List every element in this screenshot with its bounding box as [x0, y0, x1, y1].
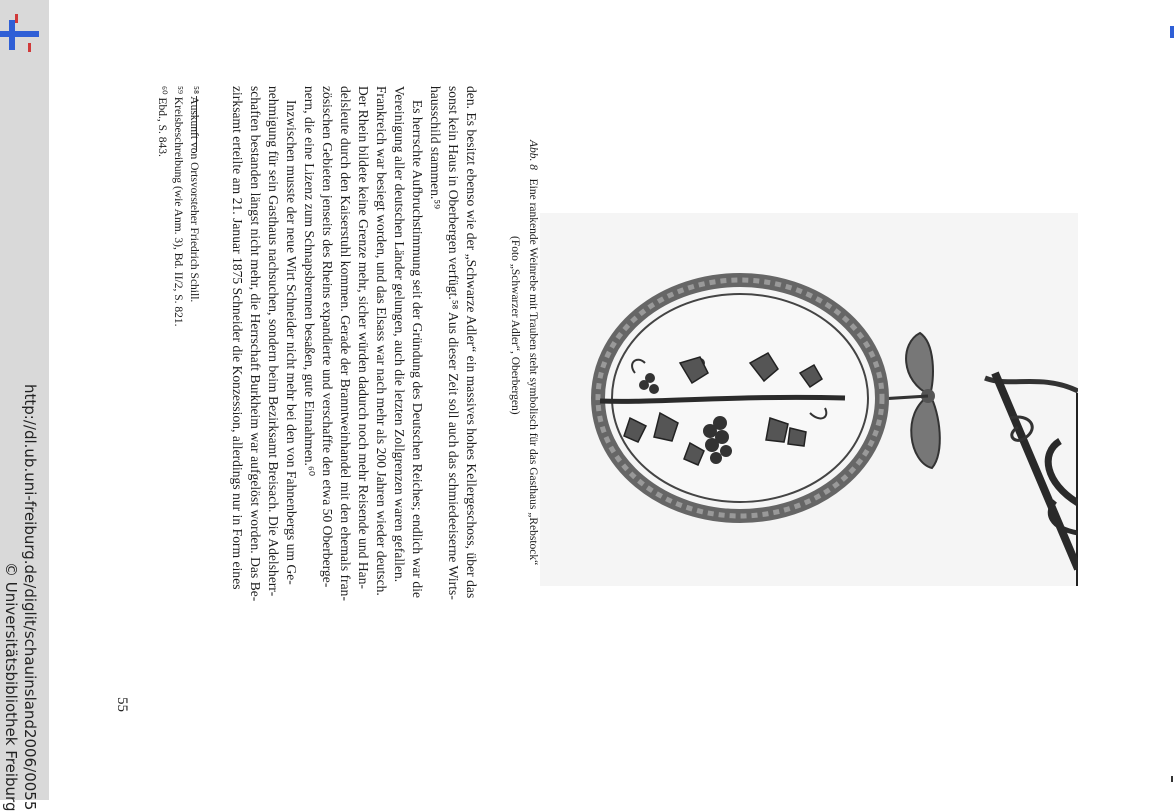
figure-caption-line2: (Foto „Schwarzer Adler“, Oberbergen) — [509, 236, 521, 415]
body-line: Frankreich war besiegt worden, und das Elsass war nach mehr als 200 Jahren wieder deutsch. — [374, 86, 389, 596]
wrought-iron-sign-icon — [540, 213, 1078, 586]
body-line: zösischen Gebieten jenseits des Rheins expandierte und verschaffte den etwa 50 Oberberge- — [320, 86, 335, 588]
figure-caption-text: Eine rankende Weinrebe mit Trauben steht symbolisch für das Gasthaus „Rebstock“ — [527, 178, 539, 566]
body-line: Vereinigung aller deutschen Länder gelungen, auch die letzten Zollgrenzen waren gefallen. — [392, 86, 407, 583]
copyright-notice: © Universitätsbibliothek Freiburg — [2, 562, 20, 811]
body-line: nehmigung für sein Gasthaus nachsuchen, sondern beim Bezirksamt Breisach. Die Adelsherr- — [266, 86, 281, 597]
page-number: 55 — [114, 697, 130, 712]
figure-photo — [540, 213, 1078, 586]
footnote-60: ⁶⁰ Ebd., S. 843. — [156, 86, 168, 157]
body-line: nern, die eine Lizenz zum Schnapsbrennen besaßen, gute Einnahmen.⁶⁰ — [302, 86, 317, 477]
body-line: den. Es besitzt ebenso wie der „Schwarze Adler“ ein massives hohes Kellergeschoss, über das — [464, 86, 479, 599]
body-line: hausschild stammen.⁵⁹ — [428, 86, 443, 209]
body-line: delsleute durch den Kaiserstuhl kommen. Gerade der Branntweinhandel mit den ehemals fran- — [338, 86, 353, 602]
footnote-59: ⁵⁹ Kreisbeschreibung (wie Anm. 3), Bd. II/2, S. 821. — [172, 86, 184, 327]
body-line: schaften bestanden längst nicht mehr, die Herrschaft Burkheim war aufgelöst worden. Das Be- — [248, 86, 263, 602]
body-line: Inzwischen musste der neue Wirt Schneider nicht mehr bei den von Fahnenbergs um Ge- — [284, 100, 299, 585]
body-line: zirksamt erteilte am 21. Januar 1875 Schneider die Konzession, allerdings nur in Form eines — [230, 86, 245, 590]
permalink-url[interactable]: http://dl.ub.uni-freiburg.de/diglit/schauinsland2006/0055 — [21, 384, 39, 811]
body-line: sonst kein Haus in Oberbergen verfügt.⁵⁸ Aus dieser Zeit soll auch das schmiedeeiserne Wirts- — [446, 86, 461, 600]
figure-caption-label: Abb. 8 — [527, 140, 539, 171]
footnote-58: ⁵⁸ Auskunft von Ortsvorsteher Friedrich Schill. — [188, 86, 200, 303]
body-line: Der Rhein bildete keine Grenze mehr, sicher würden dadurch noch mehr Reisende und Han- — [356, 86, 371, 590]
figure-caption-line1 — [527, 140, 539, 565]
body-line: Es herrschte Aufbruchstimmung seit der Gründung des Deutschen Reiches; endlich war die — [410, 100, 425, 599]
